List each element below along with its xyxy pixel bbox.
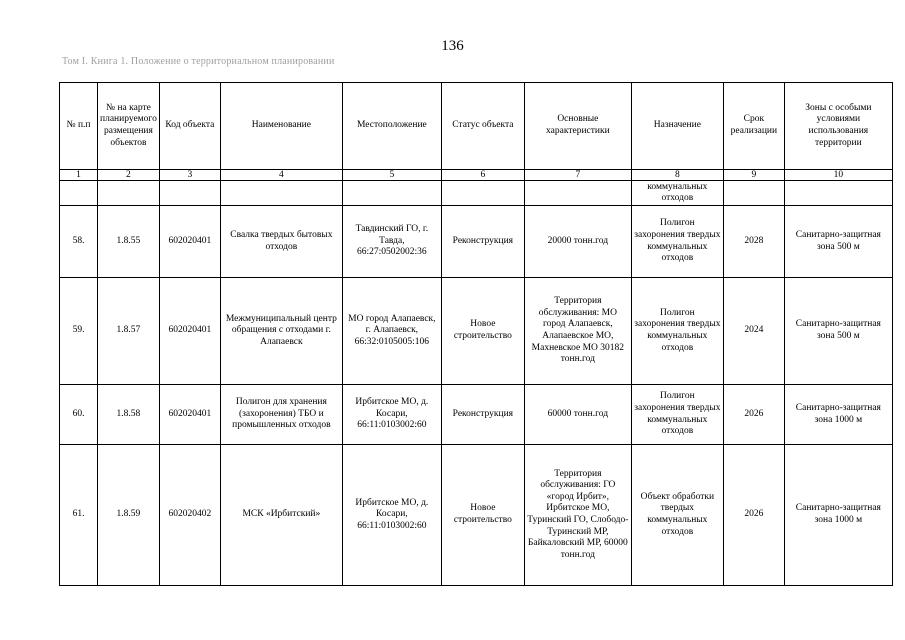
header-cell: № п.п <box>60 83 98 170</box>
implementation-term: 2024 <box>723 278 784 385</box>
column-number-cell: 7 <box>524 170 631 181</box>
object-purpose: Полигон захоронения твердых коммунальных отходов <box>631 206 723 278</box>
table-row <box>60 385 893 445</box>
object-location: Ирбитское МО, д. Косари, 66:11:0103002:60 <box>342 445 441 586</box>
object-name: Полигон для хранения (захоронения) ТБО и промышленных отходов <box>220 385 342 445</box>
table-row <box>60 278 893 385</box>
object-characteristics: Территория обслуживания: МО город Алапаевск, Алапаевское МО, Махневское МО 30182 тонн.год <box>524 278 631 385</box>
table-cell <box>98 181 160 206</box>
column-number-cell: 6 <box>441 170 524 181</box>
object-name: МСК «Ирбитский» <box>220 445 342 586</box>
column-number-cell: 9 <box>723 170 784 181</box>
table-row <box>60 445 893 586</box>
object-code: 602020401 <box>159 278 220 385</box>
map-number: 1.8.57 <box>98 278 160 385</box>
object-status: Новое строительство <box>441 278 524 385</box>
table-cell <box>524 181 631 206</box>
object-code: 602020401 <box>159 206 220 278</box>
object-status: Реконструкция <box>441 206 524 278</box>
column-number-cell: 2 <box>98 170 160 181</box>
column-number-cell: 5 <box>342 170 441 181</box>
header-cell: Назначение <box>631 83 723 170</box>
column-number-cell: 4 <box>220 170 342 181</box>
header-cell: Местоположение <box>342 83 441 170</box>
header-cell: № на карте планируемого размещения объектов <box>98 83 160 170</box>
special-zones: Санитарно-защитная зона 500 м <box>784 206 892 278</box>
continuation-row <box>60 181 893 206</box>
row-number: 60. <box>60 385 98 445</box>
table-cell: коммунальных отходов <box>631 181 723 206</box>
row-number: 58. <box>60 206 98 278</box>
column-number-cell: 1 <box>60 170 98 181</box>
document-header: Том I. Книга 1. Положение о территориальном планировании <box>62 56 335 67</box>
map-number: 1.8.55 <box>98 206 160 278</box>
header-cell: Срок реализации <box>723 83 784 170</box>
object-code: 602020402 <box>159 445 220 586</box>
object-characteristics: 20000 тонн.год <box>524 206 631 278</box>
object-purpose: Полигон захоронения твердых коммунальных отходов <box>631 278 723 385</box>
header-cell: Статус объекта <box>441 83 524 170</box>
column-number-cell: 10 <box>784 170 892 181</box>
row-number: 61. <box>60 445 98 586</box>
object-location: Тавдинский ГО, г. Тавда, 66:27:0502002:36 <box>342 206 441 278</box>
special-zones: Санитарно-защитная зона 1000 м <box>784 385 892 445</box>
object-code: 602020401 <box>159 385 220 445</box>
table-cell <box>784 181 892 206</box>
table-cell <box>441 181 524 206</box>
implementation-term: 2026 <box>723 445 784 586</box>
object-name: Межмуниципальный центр обращения с отходами г. Алапаевск <box>220 278 342 385</box>
page-number: 136 <box>441 38 464 54</box>
map-number: 1.8.59 <box>98 445 160 586</box>
object-characteristics: 60000 тонн.год <box>524 385 631 445</box>
column-number-cell: 3 <box>159 170 220 181</box>
special-zones: Санитарно-защитная зона 500 м <box>784 278 892 385</box>
special-zones: Санитарно-защитная зона 1000 м <box>784 445 892 586</box>
object-purpose: Полигон захоронения твердых коммунальных отходов <box>631 385 723 445</box>
table-row <box>60 206 893 278</box>
map-number: 1.8.58 <box>98 385 160 445</box>
column-number-cell: 8 <box>631 170 723 181</box>
table-cell <box>220 181 342 206</box>
column-number-row <box>60 170 893 181</box>
implementation-term: 2026 <box>723 385 784 445</box>
object-purpose: Объект обработки твердых коммунальных отходов <box>631 445 723 586</box>
object-name: Свалка твердых бытовых отходов <box>220 206 342 278</box>
object-characteristics: Территория обслуживания: ГО «город Ирбит», Ирбитское МО, Туринский ГО, Слободо-Туринский МР, Байкаловский МР, 60000 тонн.год <box>524 445 631 586</box>
table-cell <box>159 181 220 206</box>
row-number: 59. <box>60 278 98 385</box>
header-cell: Наименование <box>220 83 342 170</box>
table-cell <box>723 181 784 206</box>
object-status: Реконструкция <box>441 385 524 445</box>
table-cell <box>60 181 98 206</box>
object-location: МО город Алапаевск, г. Алапаевск, 66:32:0105005:106 <box>342 278 441 385</box>
object-status: Новое строительство <box>441 445 524 586</box>
objects-table <box>59 82 893 586</box>
table-header-row <box>60 83 893 170</box>
implementation-term: 2028 <box>723 206 784 278</box>
header-cell: Основные характеристики <box>524 83 631 170</box>
table-cell <box>342 181 441 206</box>
header-cell: Зоны с особыми условиями использования территории <box>784 83 892 170</box>
header-cell: Код объекта <box>159 83 220 170</box>
object-location: Ирбитское МО, д. Косари, 66:11:0103002:60 <box>342 385 441 445</box>
